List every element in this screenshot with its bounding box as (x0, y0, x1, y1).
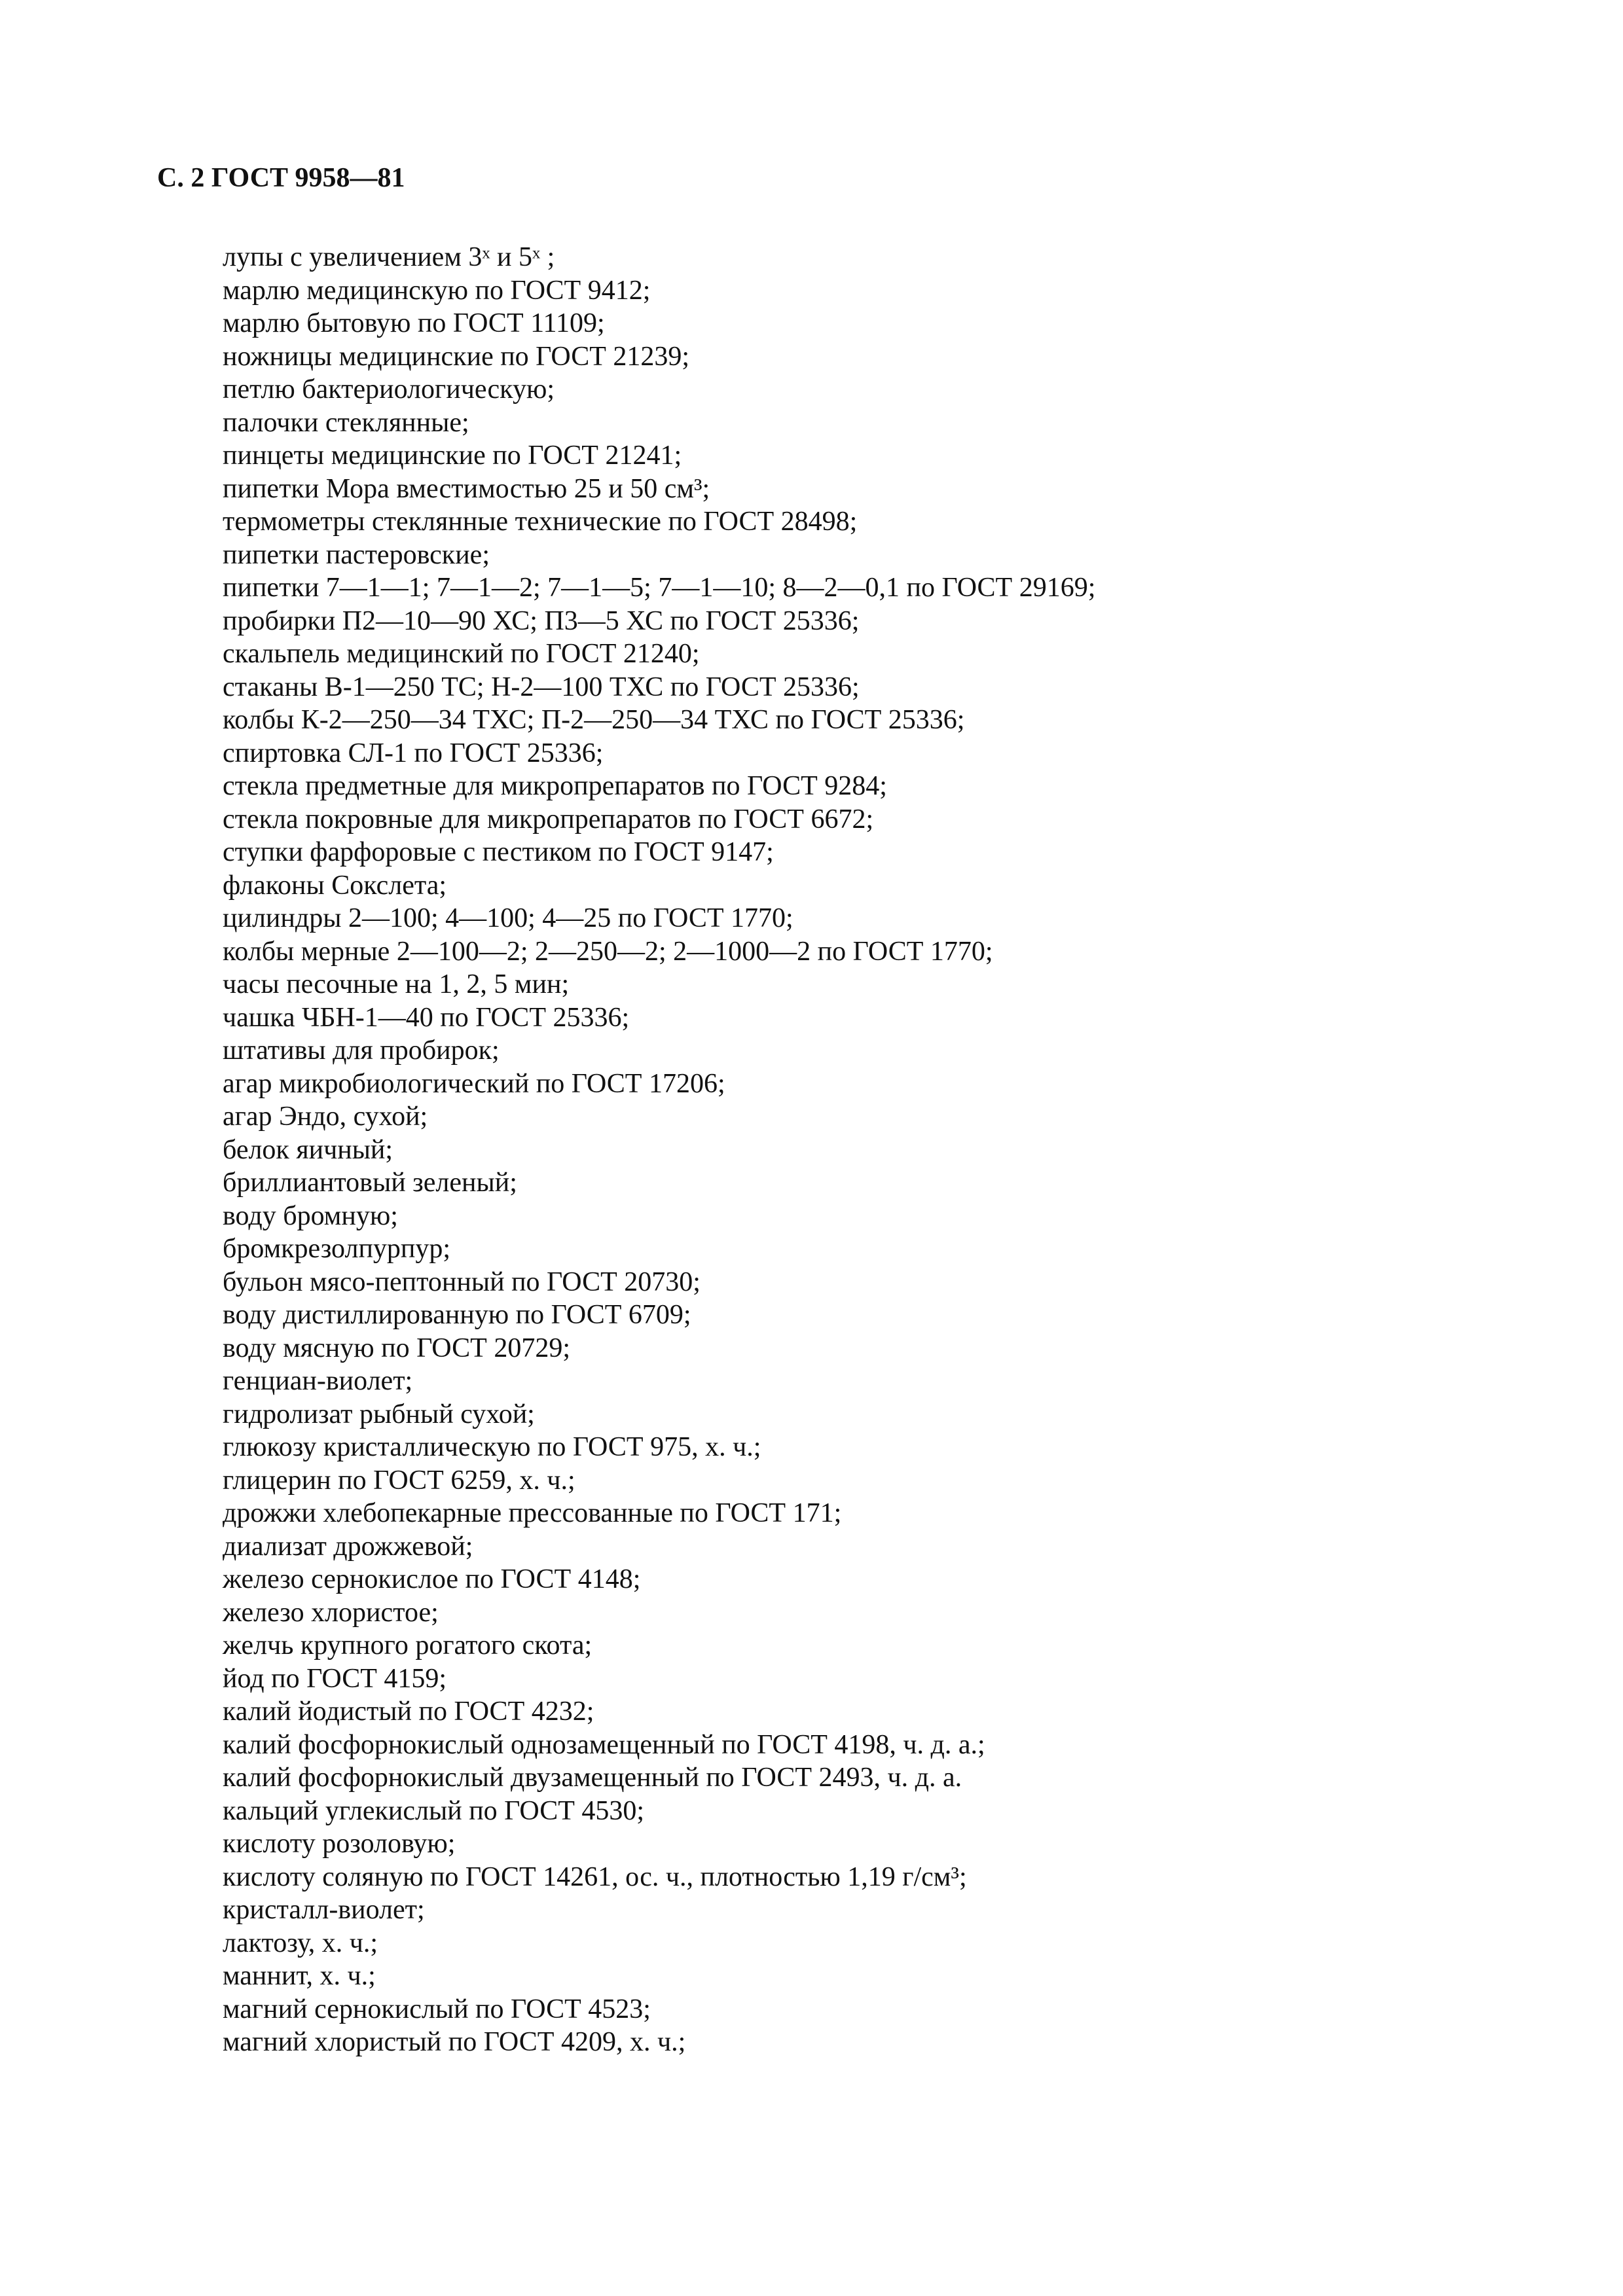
list-item: часы песочные на 1, 2, 5 мин; (223, 969, 570, 999)
list-item: палочки стеклянные; (223, 407, 469, 438)
list-item: колбы К-2—250—34 ТХС; П-2—250—34 ТХС по ГОСТ 25336; (223, 705, 965, 735)
list-item: кислоту соляную по ГОСТ 14261, ос. ч., плотностью 1,19 г/см³; (223, 1861, 967, 1892)
list-item: стаканы В-1—250 ТС; Н-2—100 ТХС по ГОСТ 25336; (223, 672, 860, 702)
list-item: калий фосфорнокислый однозамещенный по ГОСТ 4198, ч. д. а.; (223, 1729, 985, 1760)
page-header: С. 2 ГОСТ 9958—81 (157, 163, 405, 193)
list-item: глюкозу кристаллическую по ГОСТ 975, х. ч.; (223, 1432, 761, 1462)
list-item: ступки фарфоровые с пестиком по ГОСТ 9147; (223, 837, 774, 867)
list-item: желчь крупного рогатого скота; (223, 1630, 593, 1660)
list-item: стекла покровные для микропрепаратов по ГОСТ 6672; (223, 804, 874, 834)
list-item: воду бромную; (223, 1200, 398, 1231)
list-item: кристалл-виолет; (223, 1895, 425, 1925)
list-item: пробирки П2—10—90 ХС; П3—5 ХС по ГОСТ 25336; (223, 605, 860, 636)
equipment-list (223, 241, 1095, 2059)
list-item: пипетки 7—1—1; 7—1—2; 7—1—5; 7—1—10; 8—2—0,1 по ГОСТ 29169; (223, 573, 1096, 603)
list-item: марлю медицинскую по ГОСТ 9412; (223, 275, 651, 306)
list-item: бриллиантовый зеленый; (223, 1168, 517, 1198)
list-item: агар Эндо, сухой; (223, 1102, 428, 1132)
list-item: флаконы Сокслета; (223, 870, 447, 901)
list-item: цилиндры 2—100; 4—100; 4—25 по ГОСТ 1770; (223, 903, 793, 933)
list-item: пинцеты медицинские по ГОСТ 21241; (223, 440, 682, 471)
list-item: ножницы медицинские по ГОСТ 21239; (223, 341, 690, 372)
list-item: йод по ГОСТ 4159; (223, 1663, 447, 1694)
list-item: маннит, х. ч.; (223, 1961, 376, 1991)
list-item: агар микробиологический по ГОСТ 17206; (223, 1068, 725, 1099)
list-item: марлю бытовую по ГОСТ 11109; (223, 308, 605, 338)
list-item: термометры стеклянные технические по ГОСТ 28498; (223, 507, 858, 537)
list-item: воду дистиллированную по ГОСТ 6709; (223, 1300, 691, 1330)
list-item: железо сернокислое по ГОСТ 4148; (223, 1564, 641, 1594)
list-item: бульон мясо-пептонный по ГОСТ 20730; (223, 1266, 701, 1297)
list-item: магний хлористый по ГОСТ 4209, х. ч.; (223, 2027, 686, 2057)
list-item: спиртовка СЛ-1 по ГОСТ 25336; (223, 738, 604, 768)
list-item: колбы мерные 2—100—2; 2—250—2; 2—1000—2 по ГОСТ 1770; (223, 936, 993, 967)
list-item: диализат дрожжевой; (223, 1531, 473, 1562)
list-item: бромкрезолпурпур; (223, 1234, 451, 1264)
list-item: кальций углекислый по ГОСТ 4530; (223, 1795, 645, 1826)
list-item: дрожжи хлебопекарные прессованные по ГОСТ 171; (223, 1498, 842, 1528)
list-item: петлю бактериологическую; (223, 374, 555, 404)
list-item: пипетки пастеровские; (223, 539, 490, 570)
list-item: калий фосфорнокислый двузамещенный по ГОСТ 2493, ч. д. а. (223, 1763, 962, 1793)
list-item: магний сернокислый по ГОСТ 4523; (223, 1994, 651, 2024)
list-item: воду мясную по ГОСТ 20729; (223, 1333, 570, 1363)
list-item: пипетки Мора вместимостью 25 и 50 см³; (223, 473, 710, 504)
list-item: кислоту розоловую; (223, 1829, 456, 1859)
list-item: железо хлористое; (223, 1597, 439, 1628)
list-item: лупы с увеличением 3ˣ и 5ˣ ; (223, 242, 555, 272)
list-item: штативы для пробирок; (223, 1035, 500, 1066)
list-item: генциан-виолет; (223, 1366, 413, 1396)
list-item: калий йодистый по ГОСТ 4232; (223, 1696, 594, 1727)
list-item: гидролизат рыбный сухой; (223, 1399, 535, 1429)
list-item: белок яичный; (223, 1134, 393, 1165)
list-item: чашка ЧБН-1—40 по ГОСТ 25336; (223, 1002, 630, 1033)
list-item: скальпель медицинский по ГОСТ 21240; (223, 639, 700, 669)
list-item: глицерин по ГОСТ 6259, х. ч.; (223, 1465, 575, 1496)
list-item: лактозу, х. ч.; (223, 1928, 378, 1958)
list-item: стекла предметные для микропрепаратов по ГОСТ 9284; (223, 771, 887, 801)
